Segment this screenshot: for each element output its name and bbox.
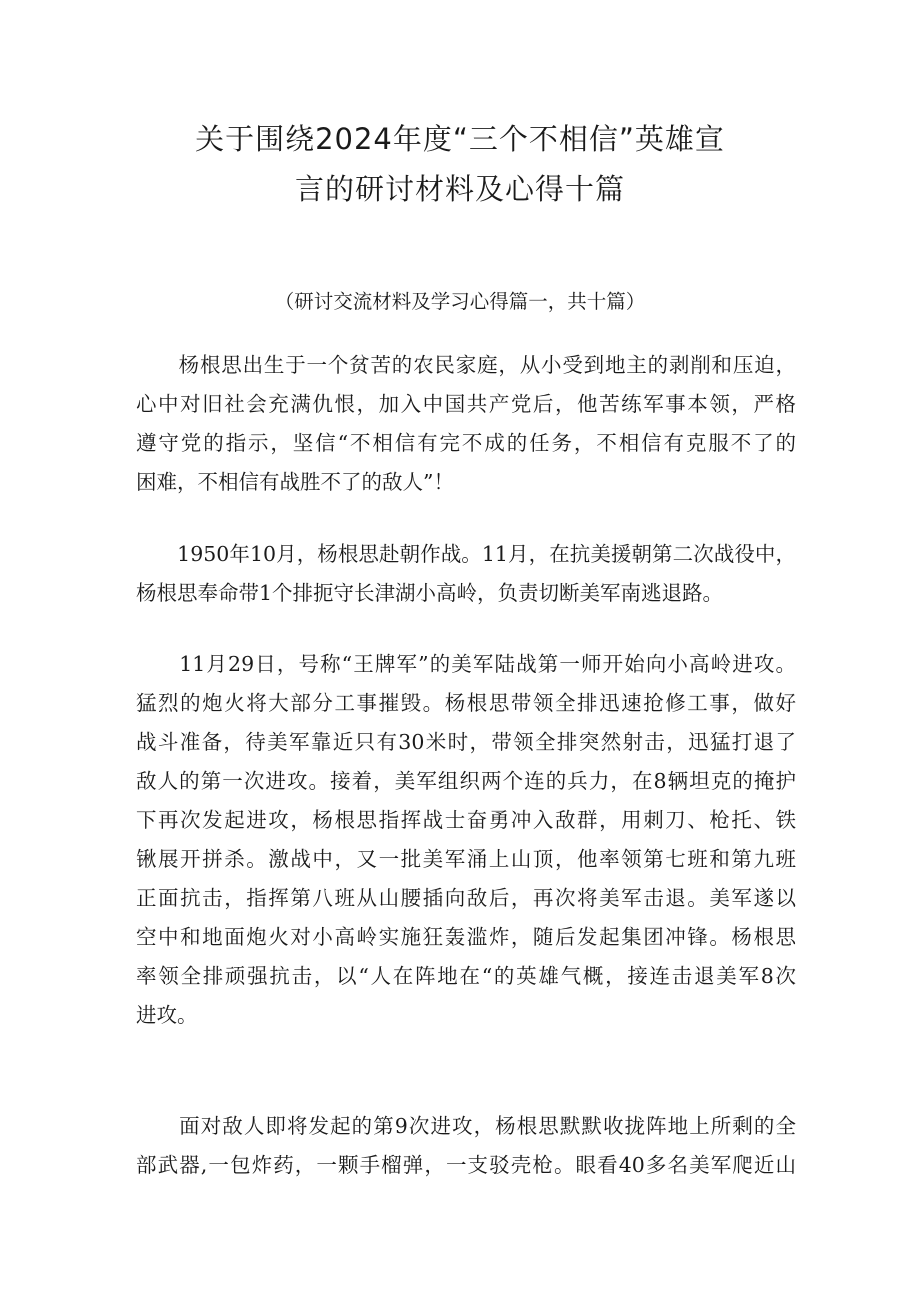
paragraph-line: 率领全排顽强抗击，以“人在阵地在“的英雄气概，接连击退美军8次 bbox=[136, 964, 796, 988]
paragraph-2 bbox=[136, 535, 796, 613]
paragraph-line: 1950年10月，杨根思赴朝作战。11月，在抗美援朝第二次战役中， bbox=[136, 542, 796, 566]
paragraph-line: 敌人的第一次进攻。接着，美军组织两个连的兵力，在8辆坦克的掩护 bbox=[136, 769, 796, 793]
document-subtitle: （研讨交流材料及学习心得篇一，共十篇） bbox=[274, 290, 646, 313]
paragraph-line: 困难，不相信有战胜不了的敌人”！ bbox=[136, 470, 454, 494]
paragraph-line: 杨根思出生于一个贫苦的农民家庭，从小受到地主的剥削和压迫， bbox=[136, 353, 796, 377]
paragraph-line: 杨根思奉命带1个排扼守长津湖小高岭，负责切断美军南逃退路。 bbox=[136, 581, 724, 605]
paragraph-line: 猛烈的炮火将大部分工事摧毁。杨根思带领全排迅速抢修工事，做好 bbox=[136, 691, 796, 715]
paragraph-line: 11月29日，号称“王牌军”的美军陆战第一师开始向小高岭进攻。 bbox=[136, 652, 796, 676]
paragraph-3 bbox=[136, 645, 796, 1035]
paragraph-line: 空中和地面炮火对小高岭实施狂轰滥炸，随后发起集团冲锋。杨根思 bbox=[136, 925, 796, 949]
title-line-1: 关于围绕2024年度“三个不相信”英雄宣 bbox=[195, 122, 725, 156]
paragraph-line: 面对敌人即将发起的第9次进攻，杨根思默默收拢阵地上所剩的全 bbox=[136, 1114, 796, 1138]
document-title bbox=[140, 114, 780, 214]
paragraph-line: 锹展开拼杀。激战中，又一批美军涌上山顶，他率领第七班和第九班 bbox=[136, 847, 796, 871]
paragraph-line: 心中对旧社会充满仇恨，加入中国共产党后，他苦练军事本领，严格 bbox=[136, 392, 796, 416]
paragraph-line: 下再次发起进攻，杨根思指挥战士奋勇冲入敌群，用刺刀、枪托、铁 bbox=[136, 808, 796, 832]
paragraph-line: 进攻。 bbox=[136, 1003, 198, 1027]
paragraph-line: 正面抗击，指挥第八班从山腰插向敌后，再次将美军击退。美军遂以 bbox=[136, 886, 796, 910]
paragraph-1 bbox=[136, 346, 796, 502]
paragraph-line: 战斗准备，待美军靠近只有30米时，带领全排突然射击，迅猛打退了 bbox=[136, 730, 796, 754]
title-line-2: 言的研讨材料及心得十篇 bbox=[294, 172, 625, 206]
paragraph-line: 遵守党的指示，坚信“不相信有完不成的任务，不相信有克服不了的 bbox=[136, 431, 796, 455]
paragraph-line: 部武器,一包炸药，一颗手榴弹，一支驳壳枪。眼看40多名美军爬近山 bbox=[136, 1153, 796, 1177]
paragraph-4 bbox=[136, 1107, 796, 1185]
